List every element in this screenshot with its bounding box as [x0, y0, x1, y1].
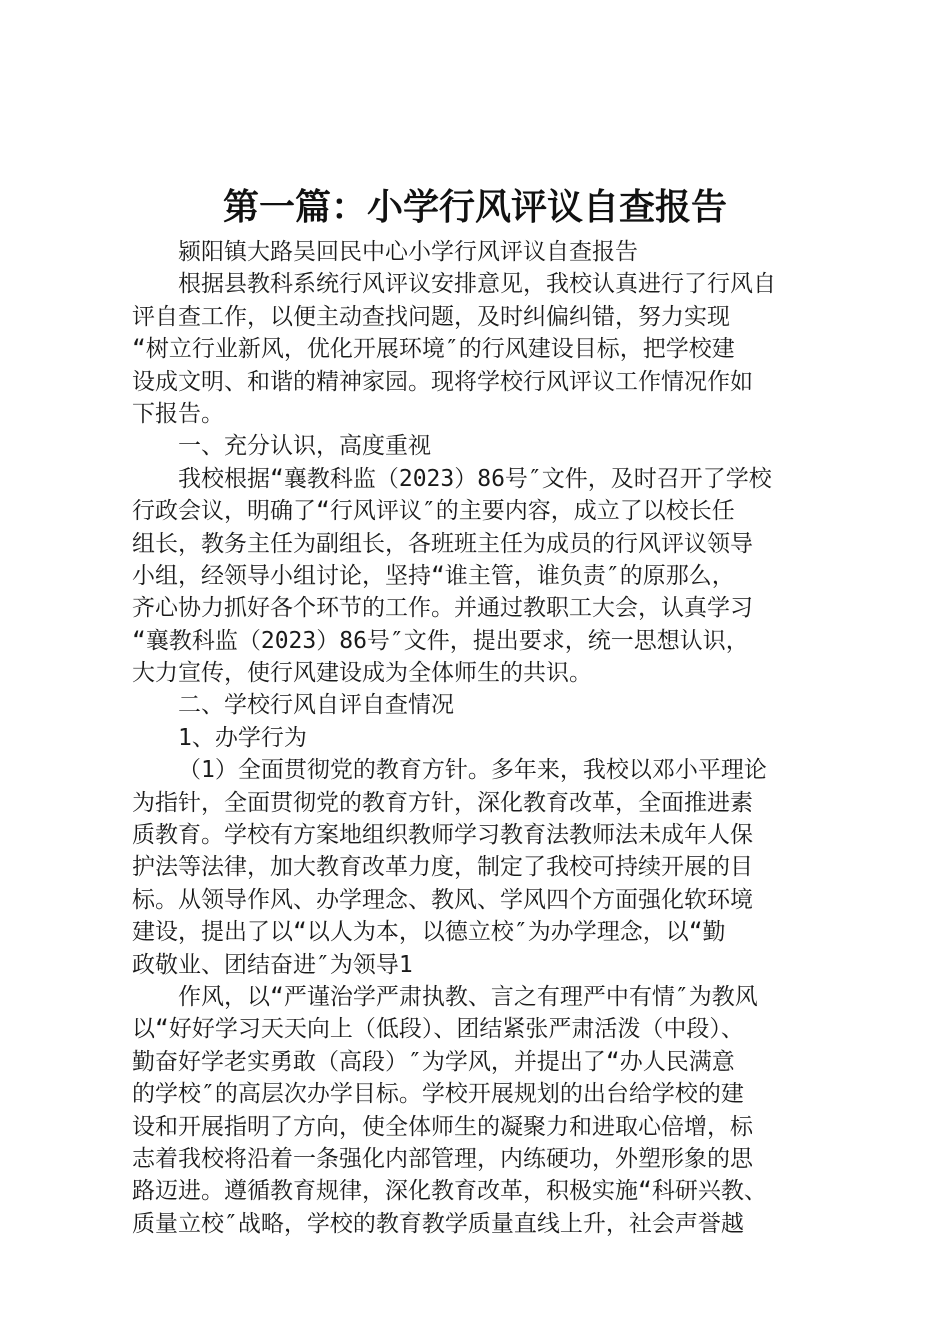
body-line: 标。从领导作风、办学理念、教风、学风四个方面强化软环境 — [132, 886, 753, 913]
body-line: 颍阳镇大路吴回民中心小学行风评议自查报告 — [178, 239, 638, 265]
body-line: 一、充分认识，高度重视 — [178, 433, 431, 460]
body-line: 路迈进。遵循教育规律，深化教育改革，积极实施“科研兴教、 — [132, 1178, 767, 1205]
body-line: 勤奋好学老实勇敢（高段）″为学风，并提出了“办人民满意 — [132, 1048, 735, 1075]
document-body — [132, 236, 832, 1240]
body-line: 作风，以“严谨治学严肃执教、言之有理严中有情″为教风 — [178, 983, 758, 1010]
body-line: 根据县教科系统行风评议安排意见，我校认真进行了行风自 — [178, 271, 776, 298]
body-line: “襄教科监（2023）86号″文件，提出要求，统一思想认识， — [132, 627, 749, 654]
body-line: 1、办学行为 — [178, 724, 307, 751]
body-line: 质量立校″战略，学校的教育教学质量直线上升，社会声誉越 — [132, 1210, 744, 1237]
body-line: 志着我校将沿着一条强化内部管理，内练硬功，外塑形象的思 — [132, 1145, 753, 1172]
body-line: 质教育。学校有方案地组织教师学习教育法教师法未成年人保 — [132, 822, 753, 849]
body-line: 大力宣传，使行风建设成为全体师生的共识。 — [132, 660, 592, 687]
body-line: 的学校″的高层次办学目标。学校开展规划的出台给学校的建 — [132, 1081, 744, 1108]
body-line: 以“好好学习天天向上（低段）、团结紧张严肃活泼（中段）、 — [132, 1016, 744, 1043]
body-line: （1）全面贯彻党的教育方针。多年来，我校以邓小平理论 — [178, 757, 767, 784]
body-line: 设成文明、和谐的精神家园。现将学校行风评议工作情况作如 — [132, 368, 753, 395]
body-line: “树立行业新风，优化开展环境″的行风建设目标，把学校建 — [132, 336, 735, 363]
body-line: 小组，经领导小组讨论，坚持“谁主管，谁负责″的原那么， — [132, 562, 735, 589]
body-line: 护法等法律，加大教育改革力度，制定了我校可持续开展的目 — [132, 854, 753, 881]
body-line: 下报告。 — [132, 400, 224, 427]
body-line: 评自查工作，以便主动查找问题，及时纠偏纠错，努力实现 — [132, 303, 730, 330]
body-line: 建设，提出了以“以人为本，以德立校″为办学理念，以“勤 — [132, 919, 726, 946]
body-line: 齐心协力抓好各个环节的工作。并通过教职工大会，认真学习 — [132, 595, 753, 622]
document-title: 第一篇：小学行风评议自查报告 — [222, 186, 727, 228]
body-line: 为指针，全面贯彻党的教育方针，深化教育改革，全面推进素 — [132, 789, 753, 816]
body-line: 政敬业、团结奋进″为领导1 — [132, 951, 413, 978]
body-line: 设和开展指明了方向，使全体师生的凝聚力和进取心倍增，标 — [132, 1113, 753, 1140]
body-line: 我校根据“襄教科监（2023）86号″文件，及时召开了学校 — [178, 465, 772, 492]
body-line: 组长，教务主任为副组长，各班班主任为成员的行风评议领导 — [132, 530, 753, 557]
body-line: 二、学校行风自评自查情况 — [178, 692, 454, 719]
body-line: 行政会议，明确了“行风评议″的主要内容，成立了以校长任 — [132, 498, 735, 525]
